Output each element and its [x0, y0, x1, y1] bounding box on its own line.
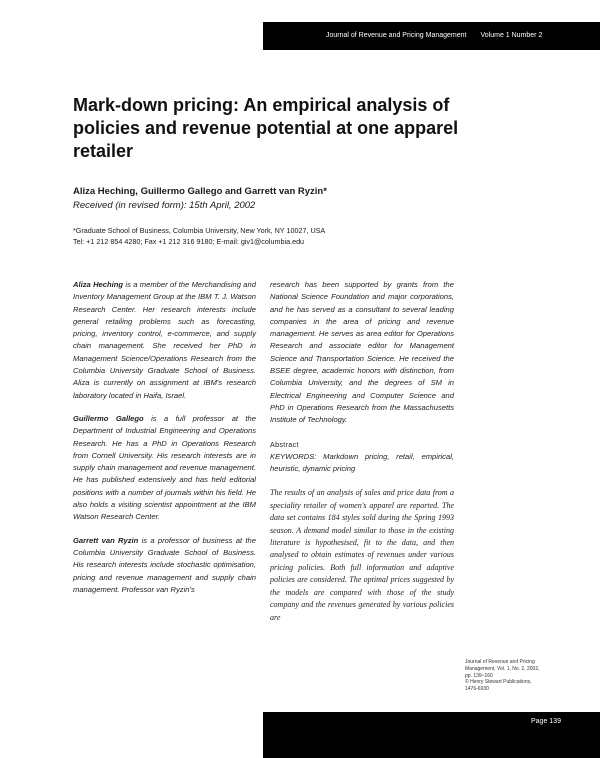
bio-vanryzin	[73, 535, 256, 596]
abstract-text: The results of an analysis of sales and price data from a speciality retailer of women's apparel are reported. The data set contains 184 styles sold during the Spring 1993 season. A demand model similar to those in the existing literature is hypothesised, fit to the data, and then analysed to obtain estimates of revenues under various pricing policies. Both full information and adaptive policies are considered. The optimal prices suggested by the models are compared with those of the study company and the revenues generated by various policies are	[270, 488, 454, 622]
keywords: KEYWORDS: Markdown pricing, retail, empirical, heuristic, dynamic pricing	[270, 451, 454, 474]
affiliation-contact: Tel: +1 212 854 4280; Fax +1 212 316 9180; E-mail: giv1@columbia.edu	[73, 236, 305, 246]
citation-line: pp. 139–160	[465, 672, 493, 679]
page-number: Page 139	[531, 718, 561, 725]
bio-continued: research has been supported by grants from the National Science Foundation and major corporations, and he has served as a consultant to several leading companies in the area of pricing and revenue management. He serves as area editor for Operations Research and associate editor for Management Science and Transportation Science. He received the BSEE degree, academic honors with distinction, from Columbia University, and the degrees of SM in Electrical Engineering and Computer Science and PhD in Operations Research from the Massachusetts Institute of Technology.	[270, 280, 454, 425]
affiliation-address: *Graduate School of Business, Columbia University, New York, NY 10027, USA	[73, 226, 326, 235]
journal-name: Journal of Revenue and Pricing Management	[326, 32, 467, 39]
bio-name: Aliza Heching	[73, 280, 124, 289]
citation-sidenote	[465, 659, 575, 693]
abstract-heading: Abstract	[270, 439, 299, 449]
author-list: Aliza Heching, Guillermo Gallego and Garrett van Ryzin*	[73, 186, 327, 197]
bio-name: Guillermo Gallego	[73, 413, 144, 423]
bio-heching	[73, 279, 256, 402]
article-title: Mark-down pricing: An empirical analysis of policies and revenue potential at one apparel retailer	[73, 95, 459, 161]
bio-text: is a professor of business at the Columbia University Graduate School of Business. His research interests include stochastic optimisation, pricing and revenue management and supply chain management. Professor van Ryzin's	[73, 535, 256, 594]
citation-line: 1476-6930	[465, 686, 489, 693]
citation-line: Journal of Revenue and Pricing	[465, 659, 535, 665]
author-affiliation	[73, 226, 325, 247]
page-footer-bar	[263, 712, 600, 758]
bio-column-right	[270, 279, 454, 624]
citation-line: Management, Vol. 1, No. 2, 2002,	[465, 665, 540, 672]
bio-gallego	[73, 413, 256, 524]
journal-header-bar	[263, 22, 600, 50]
volume-number: Volume 1 Number 2	[480, 32, 543, 39]
bio-text: is a full professor at the Department of Industrial Engineering and Operations Research. He has a PhD in Operations Research from Cornell University. His research interests are in supply chain management and revenue management. He has published extensively and has held editorial positions with a number of journals within his field. He also holds a visiting scientist appointment at the IBM Watson Research Center.	[73, 413, 256, 522]
bio-name: Garrett van Ryzin	[73, 535, 139, 545]
received-date: Received (in revised form): 15th April, 2002	[73, 200, 256, 211]
bio-text: is a member of the Merchandising and Inventory Management Group at the IBM T. J. Watson Research Center. Her research interests include general retailing problems such as forecasting, pricing, inventory control, e-commerce, and supply chain management. She received her PhD in Management Science/Operations Research from the Columbia University Graduate School of Business. Aliza is currently on assignment at IBM's research laboratory located in Haifa, Israel.	[73, 280, 256, 400]
bio-column-left	[73, 279, 256, 607]
citation-line: © Henry Stewart Publications,	[465, 679, 532, 686]
